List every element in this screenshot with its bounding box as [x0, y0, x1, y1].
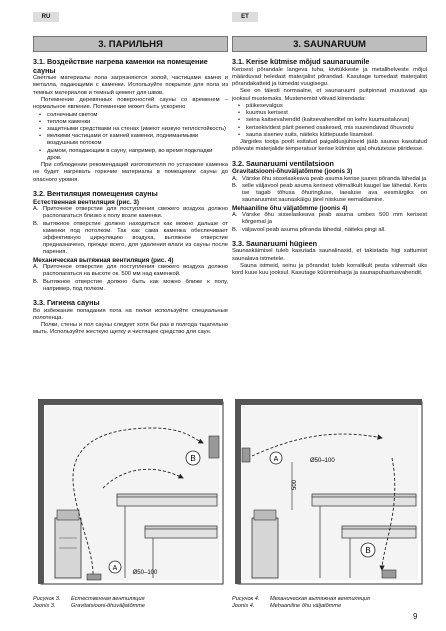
- subheading-natural-ventilation-et: Gravitatsiooni-õhuväljatõmme (joonis 3): [232, 168, 353, 176]
- chapter-heading-et: 3. SAUNARUUM: [232, 36, 427, 52]
- list-item: [232, 227, 427, 234]
- paragraph: Потемнение деревянных поверхностей сауны со временем – нормальное явление. Потемнение может быть ускорено: [33, 97, 228, 111]
- section-3-2-title-ru: 3.2. Вентиляция помещения сауны: [33, 188, 158, 198]
- item-letter: B.: [232, 226, 238, 233]
- item-text: selle väljavool peab asuma kerisest võimalikult kaugel lae lähedal. Keris ise tagab tõhusa õhuringluse, laealuse ava eesmärgiks on saunaruumist saunaskäigu järel niiskuse eemaldamine.: [242, 183, 427, 204]
- paragraph: Sauna istmeid, seinu ja põrandat tuleb korralikult pesta vähemalt üks kord kuue kuu jooksul. Kasutage küürimisharja ja saunapuhastusvahendit.: [232, 263, 427, 277]
- list-item: • солнечным светом: [47, 112, 228, 119]
- caption-text: Естественная вентиляция: [71, 596, 145, 602]
- list-item: [232, 176, 427, 183]
- caption-text: Mehaaniline õhu väljatõmme: [270, 603, 342, 609]
- caption-number: Joonis 4.: [232, 603, 255, 609]
- caption-text: Gravitatsiooni-õhuväljatõmme: [71, 603, 145, 609]
- caption-text: Механическая вытяжная вентиляция: [270, 596, 370, 602]
- list-item: • мелкими частицами от камней каменки, поднимаемыми воздушным потоком: [47, 133, 228, 147]
- subheading-mechanical-ventilation-ru: Механическая вытяжная вентиляция (рис. 4): [33, 256, 174, 264]
- page-number: 9: [413, 612, 418, 621]
- list-item: • дымом, попадающим в сауну, например, во время подкладки дров.: [47, 148, 228, 162]
- paragraph: Во избежание попадания пота на полки используйте специальные полотенца.: [33, 307, 228, 321]
- list-item: • kerisekividest pärit peened osakesed, mis suurendavad õhuvoolu: [246, 125, 427, 132]
- item-text: Приточное отверстие для поступления свежего воздуха должно располагаться близко к полу возле каменки.: [43, 206, 228, 220]
- sauna-heater: [252, 510, 278, 578]
- section-3-1-title-et: 3.1. Kerise kütmise mõjud saunaruumile: [232, 57, 370, 66]
- paragraph: При соблюдении рекомендаций изготовителя по установке каменка не будет нагревать горючие материалы в помещении сауны до опасного уровня.: [33, 162, 228, 183]
- bullet-list-ru: [33, 112, 228, 162]
- figure-3-drawing: [33, 398, 229, 594]
- list-item: [33, 279, 228, 293]
- bullet-list-et: [232, 103, 427, 139]
- item-letter: B.: [33, 278, 39, 285]
- section-3-1-title-ru: 3.1. Воздействие нагрева каменки на помещение сауны: [33, 57, 208, 75]
- list-item: [33, 221, 228, 257]
- item-letter: A.: [33, 264, 39, 271]
- dimension-label: Ø50–100: [132, 570, 158, 576]
- figure-4-caption: [232, 596, 429, 610]
- list-item: • päikesevalgus: [246, 103, 427, 110]
- label-a: A: [273, 456, 279, 463]
- figure-4-drawing: [232, 398, 429, 594]
- inlet-vent: [242, 448, 250, 462]
- list-item: • kuumus kerisest: [246, 110, 427, 117]
- caption-number: Рисунок 4.: [232, 596, 260, 602]
- item-text: Värske õhu sisselaskeava peab asuma kerise juures põranda lähedal ja: [242, 175, 427, 182]
- list-item: [232, 212, 427, 226]
- subheading-natural-ventilation-ru: Естественная вентиляция (рис. 3): [33, 198, 139, 206]
- caption-number: Joonis 3.: [33, 603, 56, 609]
- dimension-label: Ø50–100: [310, 458, 335, 464]
- figure-3-caption: [33, 596, 229, 610]
- caption-number: Рисунок 3.: [33, 596, 61, 602]
- language-tag-ru: RU: [33, 12, 59, 22]
- paragraph: Kerisest põrandale langeva tuha, kivitükkeste ja metallhelveste mõjul määrduvad heledast materjalist põrandad. Kasutage tumedast materjalist põrandakatteid ja tumedat vuugisegu.: [232, 66, 427, 88]
- paragraph: Saunaskäimisel tuleb kasutada saunalinasid, et takistada higi sattumist saunalava istmetele.: [232, 248, 427, 262]
- item-text: вытяжное отверстие должно находиться как можно дальше от каменки под потолком. Так как сама каменка обеспечивает эффективную циркуляцию воздуха, вытяжное отверстие предназначено, прежде всего, для удаления влаги из сауны после парения.: [43, 220, 228, 256]
- item-text: Приточное отверстие для поступления свежего воздуха должно располагаться на высоте ок. 500 мм над каменкой.: [43, 264, 228, 278]
- item-text: väljavool peab asuma põranda lähedal, näiteks pingi all.: [242, 226, 386, 233]
- list-item: [33, 206, 228, 220]
- sauna-heater: [55, 510, 81, 578]
- figure-3-natural-ventilation: [33, 398, 229, 594]
- height-label: 500: [292, 479, 298, 490]
- inlet-vent: [87, 574, 101, 580]
- section-3-3-title-et: 3.3. Saunaruumi hügieen: [232, 238, 318, 248]
- list-item: [232, 183, 427, 205]
- paragraph: Светлые материалы пола загрязняются золой, частицами камня и металла, падающими с каменки. Используйте покрытия для пола из темных материалов и темный цемент для швов.: [33, 75, 228, 96]
- item-text: Вытяжное отверстие должно быть как можно ближе к полу, например, под полком.: [43, 278, 228, 292]
- list-item: • seina kaitsevahendid (kaitsevahenditel on kehv kuumustaluvus): [246, 117, 427, 124]
- ru-column: [33, 36, 228, 337]
- figure-4-mechanical-ventilation: [232, 398, 429, 594]
- item-letter: A.: [33, 206, 39, 213]
- et-column: [232, 36, 427, 278]
- list-item: [33, 264, 228, 278]
- chapter-heading-ru: 3. ПАРИЛЬНЯ: [33, 36, 228, 52]
- exhaust-vent: [209, 436, 219, 458]
- section-3-3-title-ru: 3.3. Гигиена сауны: [33, 298, 100, 307]
- item-letter: B.: [33, 220, 39, 227]
- item-letter: B.: [232, 183, 238, 190]
- item-text: Värske õhu sisselaskeava peab asuma umbes 500 mm kerisest kõrgemal ja: [242, 212, 427, 226]
- label-b: B: [190, 454, 196, 463]
- subheading-mechanical-ventilation-et: Mehaaniline õhu väljatõmme (joonis 4): [232, 204, 348, 212]
- exhaust-vent: [382, 570, 396, 578]
- item-letter: A.: [232, 212, 238, 219]
- paragraph: Полки, стены и пол сауны следует хотя бы раз в полгода тщательно мыть. Используйте жесткую щетку и чистящее средство для саун.: [33, 322, 228, 336]
- list-item: • теплом каменки: [47, 119, 228, 126]
- section-3-2-title-et: 3.2. Saunaruumi ventilatsioon: [232, 158, 334, 168]
- label-b: B: [365, 546, 371, 555]
- label-a: A: [112, 565, 118, 572]
- list-item: • sauna sisenev suits, näiteks küttepuude lisamisel.: [246, 132, 427, 139]
- language-tag-et: ET: [232, 12, 258, 22]
- paragraph: Järgides tootja poolt esitatud paigaldusjuhiseid jääb saunas kasutatud põlevate materjalide temperatuur kerise kütmise ajal ohututesse piiridesse.: [232, 139, 427, 153]
- item-letter: A.: [232, 175, 238, 182]
- list-item: • защитными средствами на стенах (имеют низкую теплостойкость): [47, 126, 228, 133]
- paragraph: See on täiesti normaalne, et saunaruumi puitpinnad muutuvad aja jooksul mustemaks. Mustenemist võivad kiirendada:: [232, 88, 427, 102]
